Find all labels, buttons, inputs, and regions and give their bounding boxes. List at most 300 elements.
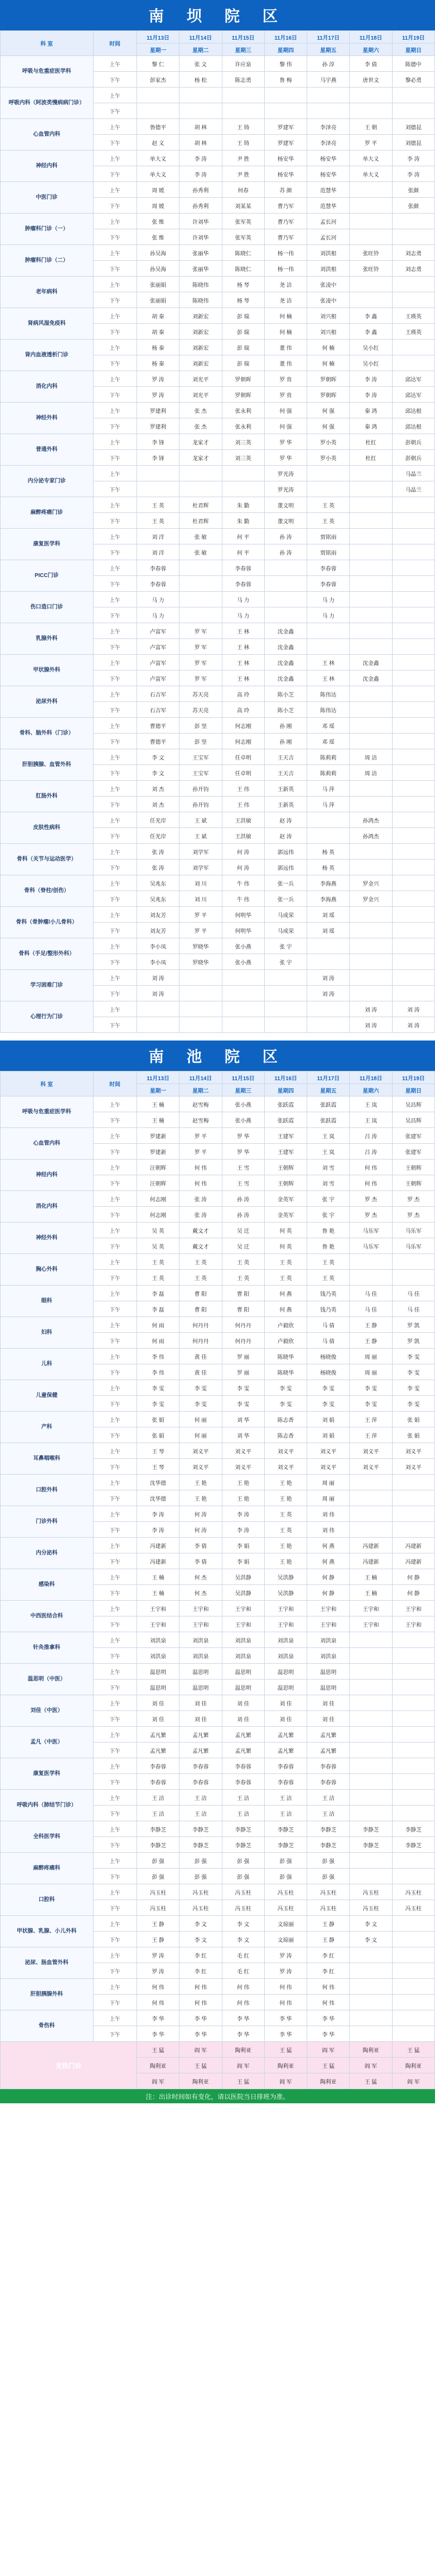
- doctor-cell: [350, 1727, 392, 1743]
- doctor-cell: 单大义: [136, 166, 179, 182]
- doctor-cell: [392, 1853, 434, 1869]
- doctor-cell: [392, 875, 434, 891]
- doctor-cell: 王宇和: [222, 1601, 264, 1616]
- doctor-cell: 马 倩: [307, 1333, 350, 1349]
- time-slot: 上午: [93, 1884, 136, 1900]
- doctor-cell: [307, 639, 350, 655]
- doctor-cell: 李 红: [179, 1947, 222, 1963]
- doctor-cell: 王 英: [222, 1254, 264, 1270]
- doctor-cell: 李春蓉: [307, 1758, 350, 1774]
- doctor-cell: 刘 洋: [136, 529, 179, 544]
- date-header: 11月14日: [179, 1071, 222, 1084]
- doctor-cell: 孙 刚: [264, 718, 307, 734]
- table-row: [1, 749, 435, 765]
- table-row: [1, 1821, 435, 1837]
- doctor-cell: 王 洁: [136, 1790, 179, 1806]
- doctor-cell: [350, 1695, 392, 1711]
- doctor-cell: 张丽娟: [136, 277, 179, 292]
- doctor-cell: 陈伟达: [307, 686, 350, 702]
- time-slot: 上午: [93, 1159, 136, 1175]
- doctor-cell: [350, 1648, 392, 1664]
- doctor-cell: 王 铸: [222, 135, 264, 151]
- doctor-cell: 周 媛: [136, 182, 179, 198]
- doctor-cell: 吕 涛: [350, 1144, 392, 1159]
- dept-name: 肝胆胰腺外科: [1, 1979, 94, 2010]
- doctor-cell: 彭 强: [179, 1869, 222, 1884]
- table-row: [1, 277, 435, 292]
- doctor-cell: [350, 986, 392, 1001]
- doctor-cell: 罗 杰: [392, 1191, 434, 1207]
- doctor-cell: [307, 1001, 350, 1017]
- doctor-cell: 刘光平: [179, 371, 222, 387]
- doctor-cell: 何 燕: [307, 1553, 350, 1569]
- doctor-cell: 李 华: [136, 2026, 179, 2042]
- doctor-cell: 何 杰: [179, 1569, 222, 1585]
- doctor-cell: [392, 607, 434, 623]
- doctor-cell: 张 杰: [179, 418, 222, 434]
- doctor-cell: [392, 292, 434, 308]
- doctor-cell: 罗 贵: [264, 387, 307, 403]
- campus2-title: 南 池 院 区: [0, 1041, 435, 1071]
- doctor-cell: 王宇和: [136, 1616, 179, 1632]
- doctor-cell: 王 岚: [307, 1144, 350, 1159]
- doctor-cell: 罗晓华: [179, 954, 222, 970]
- doctor-cell: [307, 1017, 350, 1033]
- doctor-cell: [350, 970, 392, 986]
- doctor-cell: 王 伟: [222, 797, 264, 812]
- doctor-cell: 李静芝: [222, 1821, 264, 1837]
- doctor-cell: 罗 华: [264, 450, 307, 466]
- time-slot: 下午: [93, 828, 136, 844]
- doctor-cell: 刘友芳: [136, 907, 179, 923]
- doctor-cell: 李 涛: [392, 166, 434, 182]
- doctor-cell: 李静芝: [392, 1837, 434, 1853]
- doctor-cell: 罗 军: [179, 670, 222, 686]
- doctor-cell: [392, 970, 434, 986]
- doctor-cell: 单大义: [350, 166, 392, 182]
- dept-name: 门诊外科: [1, 1506, 94, 1538]
- doctor-cell: 罗朝晖: [222, 387, 264, 403]
- time-slot: 下午: [93, 1238, 136, 1254]
- doctor-cell: 李 华: [222, 2026, 264, 2042]
- doctor-cell: 陶利亚: [307, 2073, 350, 2089]
- doctor-cell: [307, 828, 350, 844]
- doctor-cell: [392, 734, 434, 749]
- doctor-cell: 龙家才: [179, 450, 222, 466]
- doctor-cell: 李静芝: [264, 1821, 307, 1837]
- doctor-cell: 张 宇: [307, 1207, 350, 1223]
- dept-header: 科 室: [1, 31, 94, 56]
- doctor-cell: 王 猛: [264, 2042, 307, 2058]
- doctor-cell: 刘光平: [179, 387, 222, 403]
- doctor-cell: 何志刚: [136, 1191, 179, 1207]
- doctor-cell: 李 华: [136, 2010, 179, 2026]
- doctor-cell: [392, 1806, 434, 1821]
- time-slot: 下午: [93, 702, 136, 718]
- doctor-cell: 冯玉柱: [392, 1900, 434, 1916]
- dept-name: 神经外科: [1, 1223, 94, 1254]
- doctor-cell: 陈晓伟: [179, 277, 222, 292]
- doctor-cell: 刘 佳: [307, 1711, 350, 1727]
- doctor-cell: 何 伟: [222, 1995, 264, 2010]
- time-slot: 下午: [93, 1869, 136, 1884]
- dept-name: 骨伤科: [1, 2010, 94, 2042]
- doctor-cell: [222, 1017, 264, 1033]
- doctor-cell: 戴文才: [179, 1238, 222, 1254]
- doctor-cell: 张小燕: [222, 1096, 264, 1112]
- doctor-cell: 温思明: [179, 1664, 222, 1679]
- doctor-cell: 秦 鸿: [350, 403, 392, 418]
- doctor-cell: 沈金鑫: [264, 655, 307, 670]
- time-slot: 下午: [93, 513, 136, 529]
- doctor-cell: 王天吉: [264, 765, 307, 781]
- doctor-cell: 刘 瑶: [307, 907, 350, 923]
- doctor-cell: 王 楠: [350, 1585, 392, 1601]
- doctor-cell: 刘洪泉: [264, 1632, 307, 1648]
- doctor-cell: 刘新宏: [179, 324, 222, 340]
- doctor-cell: [179, 576, 222, 592]
- table-row: [1, 182, 435, 198]
- doctor-cell: [392, 844, 434, 860]
- doctor-cell: 许应泉: [222, 56, 264, 72]
- doctor-cell: 罗 华: [222, 1144, 264, 1159]
- doctor-cell: 张 娟: [392, 1412, 434, 1427]
- table-row: [1, 907, 435, 923]
- doctor-cell: 罗 杰: [350, 1207, 392, 1223]
- doctor-cell: 孙 涛: [222, 1191, 264, 1207]
- doctor-cell: [350, 214, 392, 229]
- doctor-cell: 王 英: [264, 1270, 307, 1286]
- doctor-cell: 陈晓仁: [222, 245, 264, 261]
- doctor-cell: 李 红: [179, 1963, 222, 1979]
- doctor-cell: [350, 1743, 392, 1758]
- dept-name: 康复医学科: [1, 1758, 94, 1790]
- doctor-cell: 王 伟: [222, 781, 264, 797]
- doctor-cell: 王宇和: [264, 1616, 307, 1632]
- table-row: [1, 592, 435, 607]
- time-header: 时间: [93, 31, 136, 56]
- doctor-cell: [179, 466, 222, 481]
- doctor-cell: 杨 英: [307, 844, 350, 860]
- dept-name: 麻醉疼痛门诊: [1, 497, 94, 529]
- doctor-cell: 刘三英: [222, 450, 264, 466]
- time-slot: 上午: [93, 1569, 136, 1585]
- doctor-cell: 李春蓉: [222, 1758, 264, 1774]
- doctor-cell: 彭 强: [179, 1853, 222, 1869]
- doctor-cell: 何 伟: [264, 1979, 307, 1995]
- doctor-cell: 陈志勇: [222, 72, 264, 87]
- doctor-cell: [392, 1490, 434, 1506]
- dept-name: 康复医学科: [1, 529, 94, 560]
- doctor-cell: [392, 986, 434, 1001]
- doctor-cell: 王 林: [222, 670, 264, 686]
- dept-name: 耳鼻咽喉科: [1, 1443, 94, 1475]
- table-row: [1, 1286, 435, 1301]
- doctor-cell: 刘学军: [179, 844, 222, 860]
- doctor-cell: 冯玉柱: [179, 1884, 222, 1900]
- doctor-cell: 孙 涛: [264, 529, 307, 544]
- doctor-cell: [392, 513, 434, 529]
- doctor-cell: [350, 718, 392, 734]
- doctor-cell: [392, 576, 434, 592]
- doctor-cell: 刘洪根: [307, 245, 350, 261]
- doctor-cell: 王 静: [307, 1916, 350, 1932]
- doctor-cell: 周 丽: [307, 1475, 350, 1490]
- doctor-cell: 罗建新: [136, 1144, 179, 1159]
- doctor-cell: [392, 340, 434, 355]
- doctor-cell: 何 伟: [307, 1995, 350, 2010]
- doctor-cell: 冯玉柱: [222, 1884, 264, 1900]
- doctor-cell: 李 文: [350, 1932, 392, 1947]
- time-slot: 上午: [93, 214, 136, 229]
- doctor-cell: 罗 平: [179, 923, 222, 938]
- table-row: [1, 119, 435, 135]
- doctor-cell: 李 红: [307, 1947, 350, 1963]
- doctor-cell: 何 静: [307, 1569, 350, 1585]
- doctor-cell: 何 强: [264, 403, 307, 418]
- doctor-cell: [222, 103, 264, 119]
- time-slot: 下午: [93, 1017, 136, 1033]
- doctor-cell: [392, 560, 434, 576]
- doctor-cell: 李静芝: [307, 1821, 350, 1837]
- time-slot: 下午: [93, 1963, 136, 1979]
- doctor-cell: 李 雯: [222, 1380, 264, 1396]
- table-row: [1, 1254, 435, 1270]
- dept-name: 心血管内科: [1, 119, 94, 151]
- doctor-cell: 吕 涛: [350, 1128, 392, 1144]
- time-slot: 下午: [93, 229, 136, 245]
- table-row: [1, 466, 435, 481]
- table-row: [1, 1979, 435, 1995]
- doctor-cell: [392, 1270, 434, 1286]
- doctor-cell: 王 萍: [350, 1412, 392, 1427]
- dept-name: 麻醉疼痛科: [1, 1853, 94, 1884]
- doctor-cell: 马 力: [307, 592, 350, 607]
- weekday-header: 星期日: [392, 1084, 434, 1096]
- doctor-cell: 罗建军: [264, 119, 307, 135]
- table-row: [1, 1884, 435, 1900]
- doctor-cell: [350, 781, 392, 797]
- doctor-cell: 王 英: [136, 1270, 179, 1286]
- doctor-cell: [264, 592, 307, 607]
- doctor-cell: 张凌中: [307, 292, 350, 308]
- table-row: [1, 686, 435, 702]
- doctor-cell: 李春蓉: [179, 1774, 222, 1790]
- time-slot: 上午: [93, 1254, 136, 1270]
- dept-name: 心血管内科: [1, 1128, 94, 1159]
- doctor-cell: 李春蓉: [307, 1774, 350, 1790]
- doctor-cell: 刘 娟: [307, 1427, 350, 1443]
- doctor-cell: 刘 杰: [136, 781, 179, 797]
- doctor-cell: 李 涛: [179, 151, 222, 166]
- doctor-cell: 王 英: [307, 1270, 350, 1286]
- doctor-cell: [307, 938, 350, 954]
- doctor-cell: 刘 雪: [307, 1159, 350, 1175]
- weekday-header: 星期日: [392, 43, 434, 56]
- doctor-cell: 杨安华: [307, 166, 350, 182]
- doctor-cell: 杨 秦: [136, 340, 179, 355]
- doctor-cell: 曹乃军: [264, 229, 307, 245]
- time-slot: 上午: [93, 1758, 136, 1774]
- doctor-cell: 李静芝: [136, 1837, 179, 1853]
- doctor-cell: 刘学军: [179, 860, 222, 875]
- doctor-cell: [350, 544, 392, 560]
- doctor-cell: 罗 平: [179, 907, 222, 923]
- doctor-cell: 张 涛: [179, 1191, 222, 1207]
- doctor-cell: [350, 1679, 392, 1695]
- fever-clinic-label: 发热门诊: [1, 2042, 137, 2089]
- time-header: 时间: [93, 1071, 136, 1096]
- doctor-cell: 罗光涛: [264, 481, 307, 497]
- table-row: [1, 1569, 435, 1585]
- doctor-cell: 阎 军: [136, 2073, 179, 2089]
- doctor-cell: [264, 576, 307, 592]
- time-slot: 下午: [93, 734, 136, 749]
- table-row: [1, 371, 435, 387]
- doctor-cell: [264, 1017, 307, 1033]
- table-row: [1, 56, 435, 72]
- table-row: [1, 308, 435, 324]
- time-slot: 上午: [93, 1475, 136, 1490]
- doctor-cell: 刘洪泉: [179, 1632, 222, 1648]
- doctor-cell: 罗建利: [136, 403, 179, 418]
- doctor-cell: 吴昌辉: [392, 1112, 434, 1128]
- doctor-cell: 李 雯: [264, 1380, 307, 1396]
- doctor-cell: 张跃霞: [307, 1112, 350, 1128]
- doctor-cell: 李 华: [179, 2010, 222, 2026]
- doctor-cell: [264, 1001, 307, 1017]
- doctor-cell: 李 雯: [350, 1380, 392, 1396]
- doctor-cell: [392, 938, 434, 954]
- dept-name: 神经内科: [1, 151, 94, 182]
- time-slot: 下午: [93, 1900, 136, 1916]
- doctor-cell: [350, 1995, 392, 2010]
- doctor-cell: 何 静: [392, 1569, 434, 1585]
- doctor-cell: 黎必勇: [392, 72, 434, 87]
- table-row: [1, 529, 435, 544]
- doctor-cell: [350, 1664, 392, 1679]
- doctor-cell: 刘 涛: [350, 1001, 392, 1017]
- doctor-cell: 刘义平: [392, 1459, 434, 1475]
- doctor-cell: 冯建新: [136, 1553, 179, 1569]
- doctor-cell: 王宇和: [350, 1601, 392, 1616]
- doctor-cell: 刘某某: [222, 198, 264, 214]
- table-row: [1, 844, 435, 860]
- table-row: [1, 1443, 435, 1459]
- doctor-cell: 秦 鸿: [350, 418, 392, 434]
- doctor-cell: 鲁 艳: [307, 1238, 350, 1254]
- doctor-cell: 苏天亮: [179, 702, 222, 718]
- doctor-cell: [350, 1806, 392, 1821]
- doctor-cell: 杨安华: [264, 166, 307, 182]
- doctor-cell: 李泽亮: [307, 135, 350, 151]
- doctor-cell: 何志刚: [222, 718, 264, 734]
- doctor-cell: 刘 华: [222, 1427, 264, 1443]
- time-slot: 下午: [93, 1112, 136, 1128]
- doctor-cell: [350, 860, 392, 875]
- doctor-cell: 温思明: [264, 1664, 307, 1679]
- doctor-cell: [136, 87, 179, 103]
- doctor-cell: 尧 洁: [264, 277, 307, 292]
- doctor-cell: 王宇和: [179, 1616, 222, 1632]
- doctor-cell: 刘洪泉: [307, 1648, 350, 1664]
- doctor-cell: 何 伟: [350, 1175, 392, 1191]
- doctor-cell: [136, 466, 179, 481]
- doctor-cell: 吴 迁: [222, 1238, 264, 1254]
- doctor-cell: [392, 1664, 434, 1679]
- date-header: 11月19日: [392, 31, 434, 43]
- doctor-cell: 王 猛: [350, 2073, 392, 2089]
- weekday-header: 星期二: [179, 1084, 222, 1096]
- dept-name: 针灸推拿科: [1, 1632, 94, 1664]
- table-row: [1, 718, 435, 734]
- time-slot: 下午: [93, 1333, 136, 1349]
- doctor-cell: 杨一伟: [264, 261, 307, 277]
- time-slot: 上午: [93, 119, 136, 135]
- doctor-cell: 何 伟: [136, 1979, 179, 1995]
- doctor-cell: 邓 瑶: [307, 718, 350, 734]
- doctor-cell: 张丽娟: [136, 292, 179, 308]
- dept-name: 刘佳（中医）: [1, 1695, 94, 1727]
- time-slot: 下午: [93, 1175, 136, 1191]
- doctor-cell: 阎 军: [350, 2058, 392, 2073]
- time-slot: 上午: [93, 875, 136, 891]
- doctor-cell: 曹乃军: [264, 214, 307, 229]
- table-row: [1, 812, 435, 828]
- doctor-cell: 刘义平: [179, 1459, 222, 1475]
- dept-name: 骨科、脑外科（门诊）: [1, 718, 94, 749]
- doctor-cell: 王宇和: [222, 1616, 264, 1632]
- doctor-cell: 何 伟: [179, 1175, 222, 1191]
- time-slot: 下午: [93, 1837, 136, 1853]
- doctor-cell: 张 宇: [264, 954, 307, 970]
- doctor-cell: [392, 623, 434, 639]
- doctor-cell: 张小燕: [222, 938, 264, 954]
- doctor-cell: 温思明: [179, 1679, 222, 1695]
- doctor-cell: 温思明: [136, 1664, 179, 1679]
- doctor-cell: 何 伟: [179, 1979, 222, 1995]
- doctor-cell: [392, 229, 434, 245]
- doctor-cell: [350, 1774, 392, 1790]
- doctor-cell: [392, 1475, 434, 1490]
- doctor-cell: 王 静: [136, 1932, 179, 1947]
- doctor-cell: [136, 1017, 179, 1033]
- doctor-cell: 刘义平: [307, 1459, 350, 1475]
- doctor-cell: 孟凡繁: [136, 1727, 179, 1743]
- time-slot: 上午: [93, 1443, 136, 1459]
- time-slot: 上午: [93, 1695, 136, 1711]
- date-header: 11月15日: [222, 31, 264, 43]
- dept-name: 伤口造口门诊: [1, 592, 94, 623]
- doctor-cell: 马 力: [307, 607, 350, 623]
- doctor-cell: [392, 1790, 434, 1806]
- date-header: 11月15日: [222, 1071, 264, 1084]
- doctor-cell: 孙秀利: [179, 182, 222, 198]
- doctor-cell: 何春: [222, 182, 264, 198]
- dept-name: 神经内科: [1, 1159, 94, 1191]
- doctor-cell: 李 雯: [392, 1364, 434, 1380]
- doctor-cell: 刘 涛: [136, 970, 179, 986]
- time-slot: 下午: [93, 261, 136, 277]
- doctor-cell: 王洪敏: [222, 828, 264, 844]
- doctor-cell: [264, 970, 307, 986]
- doctor-cell: 马宇燕: [307, 72, 350, 87]
- doctor-cell: [392, 497, 434, 513]
- doctor-cell: 王 朝: [350, 119, 392, 135]
- time-slot: 上午: [93, 1001, 136, 1017]
- time-slot: 上午: [93, 1947, 136, 1963]
- time-slot: 下午: [93, 103, 136, 119]
